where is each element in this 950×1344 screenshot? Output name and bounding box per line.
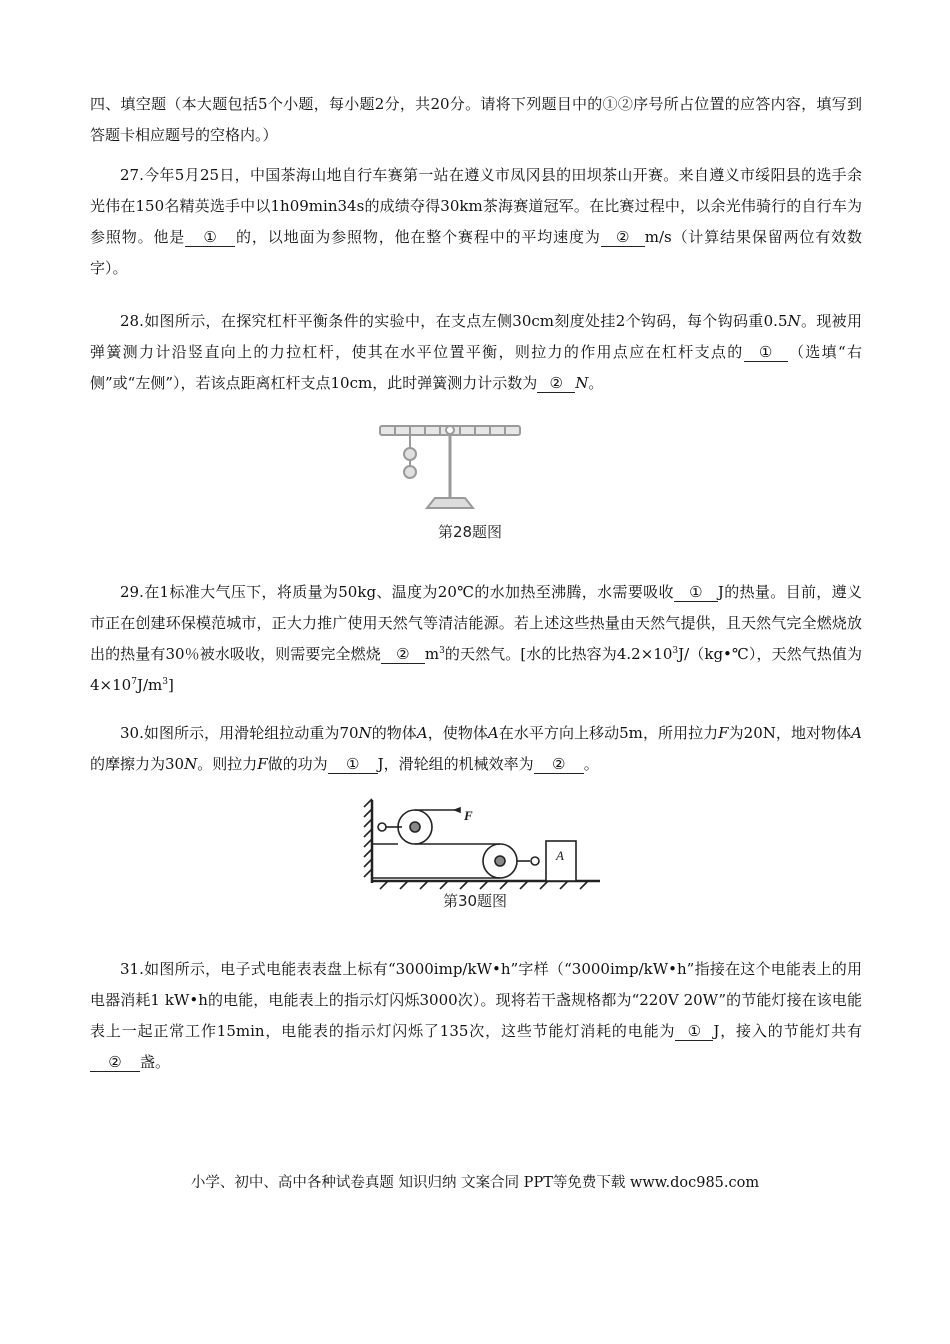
answer-blank-27-2[interactable]: ② [601,228,645,247]
lever-figure [375,418,525,518]
answer-blank-28-2[interactable]: ② [537,374,575,393]
weight-1 [404,448,416,460]
question-30: 30.如图所示，用滑轮组拉动重为70N的物体A，使物体A在水平方向上移动5m，所用拉力F为20N，地对物体A的摩擦力为30N。则拉力F做的功为 ① J，滑轮组的机械效率为 ② 。 [90,724,862,773]
block-label: A [556,848,564,863]
pivot [446,426,454,434]
weight-2 [404,466,416,478]
answer-blank-30-2[interactable]: ② [534,755,584,774]
question-31: 31.如图所示，电子式电能表表盘上标有“3000imp/kW•h”字样（“3000imp/kW•h”指接在这个电能表上的用电器消耗1 kW•h的电能，电能表上的指示灯闪烁3000次）。现将若干盏规格都为“220V 20W”的节能灯接在该电能表上一起正常工作15min，电能表的指示灯闪烁了135次，这些节能灯消耗的电能为 ① J，接入的节能灯共有② 盏。 [90,960,862,1071]
figure-30-caption: 第30题图 [442,892,508,910]
answer-blank-29-1[interactable]: ① [674,583,718,602]
block-hook [531,857,539,865]
answer-blank-31-1[interactable]: ① [675,1022,713,1041]
force-label: F [464,808,473,823]
answer-blank-27-1[interactable]: ① [185,228,235,247]
pulley-figure [360,795,605,890]
question-29: 29.在1标准大气压下，将质量为50kg、温度为20℃的水加热至沸腾，水需要吸收 ① J的热量。目前，遵义市正在创建环保模范城市，正大力推广使用天然气等清洁能源。若上述这些热量由天然气提供，且天然气完全燃烧放出的热量有30％被水吸收，则需要完全燃烧 ② $m^3$的天然气。[水的比热容为$4.2\times 10^3J/(kg•℃)$，天然气热值为$4\times 10^7J/m^3$] [90,583,863,694]
footer-text: 小学、初中、高中各种试卷真题 知识归纳 文案合同 PPT等免费下载 www.doc985.com [190,1175,760,1191]
answer-blank-28-1[interactable]: ① [744,343,788,362]
question-28: 28.如图所示，在探究杠杆平衡条件的实验中，在支点左侧30cm刻度处挂2个钩码，每个钩码重0.5N。现被用弹簧测力计沿竖直向上的力拉杠杆，使其在水平位置平衡，则拉力的作用点应在杠杆支点的 ① （选填“右侧”或“左侧”），若该点距离杠杆支点10cm，此时弹簧测力计示数为 ② N。 [90,312,862,392]
answer-blank-29-2[interactable]: ② [381,645,425,664]
question-27: 27.今年5月25日，中国茶海山地自行车赛第一站在遵义市凤冈县的田坝茶山开赛。来自遵义市绥阳县的选手余光伟在150名精英选手中以1h09min34s的成绩夺得30km茶海赛道冠军。在比赛过程中，以余光伟骑行的自行车为参照物。他是 ① 的，以地面为参照物，他在整个赛程中的平均速度为 ② m/s（计算结果保留两位有效数字）。 [90,166,862,277]
stand-base [427,498,473,508]
section-heading: 四、填空题（本大题包括5个小题，每小题2分，共20分。请将下列题目中的①②序号所占位置的应答内容，填写到答题卡相应题号的空格内。） [90,95,862,144]
wall-hook [378,823,386,831]
arrow-f [455,808,460,812]
figure-28-caption: 第28题图 [437,523,503,541]
answer-blank-31-2[interactable]: ② [90,1053,140,1072]
answer-blank-30-1[interactable]: ① [328,755,378,774]
